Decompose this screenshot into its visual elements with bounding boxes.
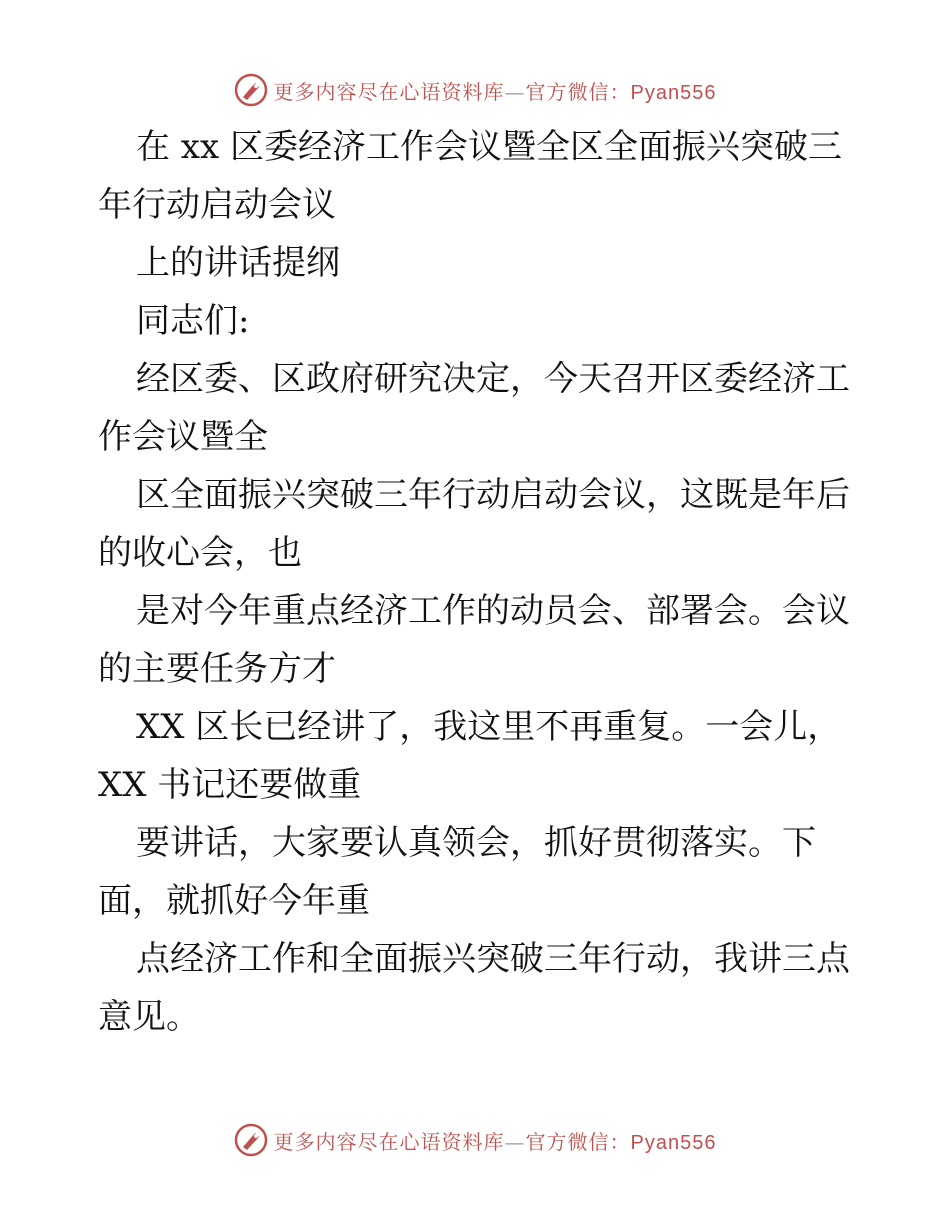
document-line: XX 书记还要做重 bbox=[98, 765, 362, 805]
document-line: 经区委、区政府研究决定，今天召开区委经济工 bbox=[136, 359, 850, 399]
document-line: 的主要任务方才 bbox=[98, 649, 336, 689]
document-line: 作会议暨全 bbox=[98, 417, 268, 457]
document-line: 的收心会，也 bbox=[98, 533, 302, 573]
pen-nib-logo-icon bbox=[234, 1123, 268, 1157]
banner-text: 更多内容尽在心语资料库—官方微信：Pyan556 bbox=[273, 79, 717, 104]
document-line: 意见。 bbox=[98, 997, 200, 1037]
document-line: 上的讲话提纲 bbox=[136, 243, 340, 283]
pen-nib-logo-icon bbox=[234, 73, 268, 107]
header-banner bbox=[0, 70, 950, 110]
document-line: XX 区长已经讲了，我这里不再重复。一会儿， bbox=[136, 707, 842, 747]
footer-banner bbox=[0, 1120, 950, 1160]
document-line: 年行动启动会议 bbox=[98, 185, 336, 225]
document-body bbox=[98, 118, 858, 1046]
document-line: 是对今年重点经济工作的动员会、部署会。会议 bbox=[136, 591, 850, 631]
document-line: 同志们: bbox=[136, 301, 250, 341]
document-line: 点经济工作和全面振兴突破三年行动，我讲三点 bbox=[136, 939, 850, 979]
document-line: 要讲话，大家要认真领会，抓好贯彻落实。下 bbox=[136, 823, 816, 863]
document-line: 面，就抓好今年重 bbox=[98, 881, 370, 921]
document-line: 在 xx 区委经济工作会议暨全区全面振兴突破三 bbox=[136, 127, 842, 167]
banner-text: 更多内容尽在心语资料库—官方微信：Pyan556 bbox=[273, 1129, 717, 1154]
document-line: 区全面振兴突破三年行动启动会议，这既是年后 bbox=[136, 475, 850, 515]
